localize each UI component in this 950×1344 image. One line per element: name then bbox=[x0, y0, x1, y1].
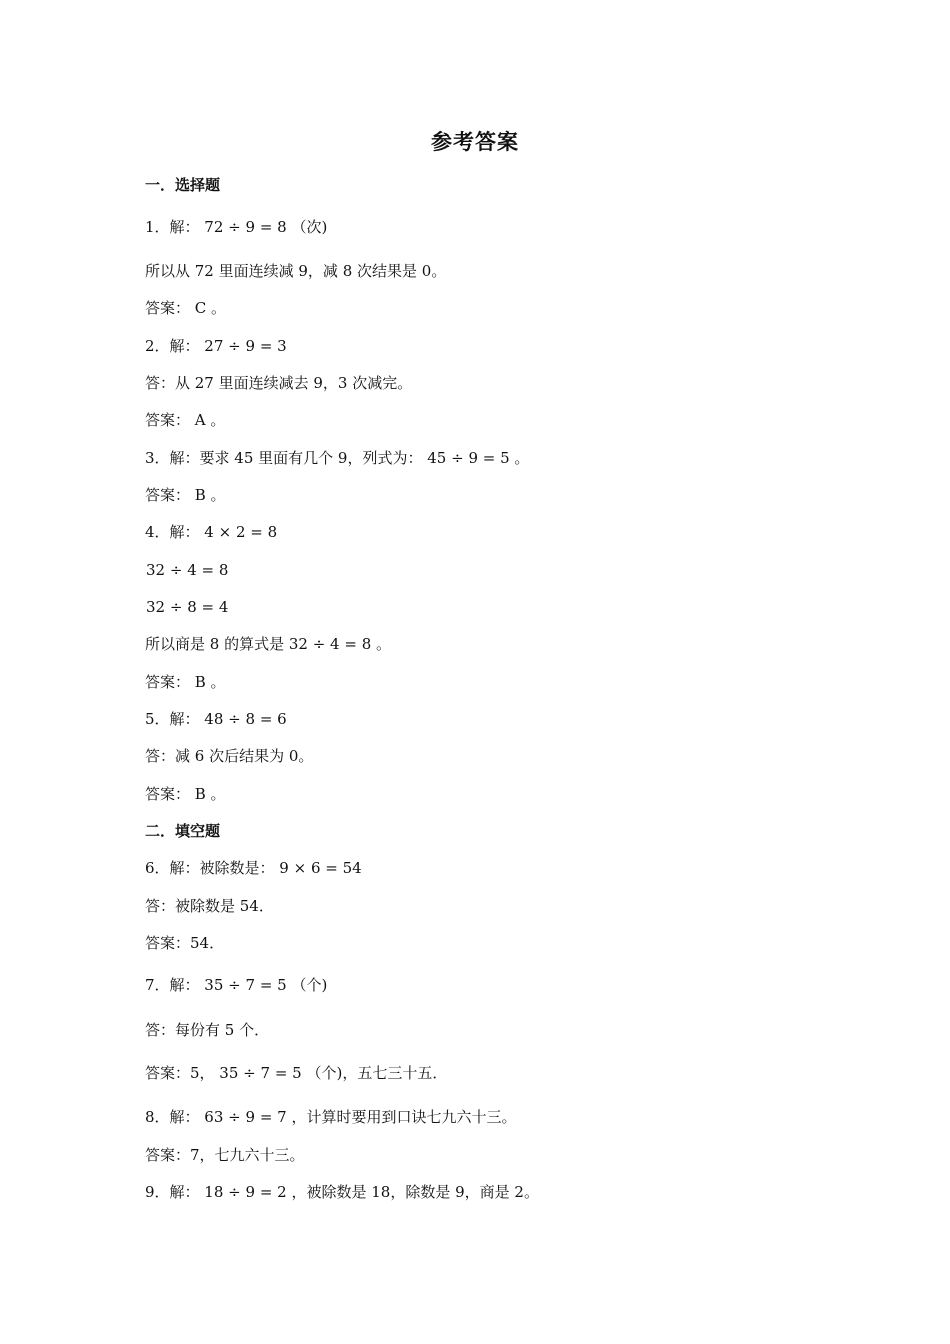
answer-line: 所以从 72 里面连续减 9，减 8 次结果是 0。 bbox=[145, 262, 447, 280]
answer-line: 3．解：要求 45 里面有几个 9，列式为： 45 ÷ 9 = 5 。 bbox=[145, 449, 530, 467]
section-heading: 二．填空题 bbox=[145, 822, 221, 840]
answer-line: 答：被除数是 54． bbox=[145, 897, 274, 915]
answer-line: 答案： B 。 bbox=[145, 486, 226, 504]
answer-line: 答案： C 。 bbox=[145, 299, 227, 317]
answer-line: 8．解： 63 ÷ 9 = 7 ，计算时要用到口诀七九六十三。 bbox=[145, 1108, 517, 1126]
answer-line: 7．解： 35 ÷ 7 = 5 （个) bbox=[145, 976, 328, 994]
answer-line: 答案： B 。 bbox=[145, 785, 226, 803]
answer-line: 1．解： 72 ÷ 9 = 8 （次) bbox=[145, 218, 328, 236]
answer-line: 32 ÷ 4 = 8 bbox=[146, 561, 229, 579]
answer-line: 答案： B 。 bbox=[145, 673, 226, 691]
answer-line: 答案：5， 35 ÷ 7 = 5 （个)，五七三十五． bbox=[145, 1064, 448, 1082]
answer-line: 5．解： 48 ÷ 8 = 6 bbox=[145, 710, 287, 728]
answer-line: 所以商是 8 的算式是 32 ÷ 4 = 8 。 bbox=[145, 635, 391, 653]
answer-line: 答案：7，七九六十三。 bbox=[145, 1146, 305, 1164]
answer-line: 4．解： 4 × 2 = 8 bbox=[145, 523, 278, 541]
answer-line: 答：减 6 次后结果为 0。 bbox=[145, 747, 314, 765]
answer-line: 9．解： 18 ÷ 9 = 2 ，被除数是 18，除数是 9，商是 2。 bbox=[145, 1183, 539, 1201]
answer-line: 6．解：被除数是： 9 × 6 = 54 bbox=[145, 859, 362, 877]
answer-line: 32 ÷ 8 = 4 bbox=[146, 598, 229, 616]
answer-line: 答案：54． bbox=[145, 934, 225, 952]
answer-line: 答：从 27 里面连续减去 9，3 次减完。 bbox=[145, 374, 413, 392]
answer-line: 2．解： 27 ÷ 9 = 3 bbox=[145, 337, 287, 355]
section-heading: 一．选择题 bbox=[145, 176, 221, 194]
answer-line: 答：每份有 5 个． bbox=[145, 1021, 270, 1039]
answer-line: 答案： A 。 bbox=[145, 411, 226, 429]
page-title: 参考答案 bbox=[431, 130, 519, 154]
